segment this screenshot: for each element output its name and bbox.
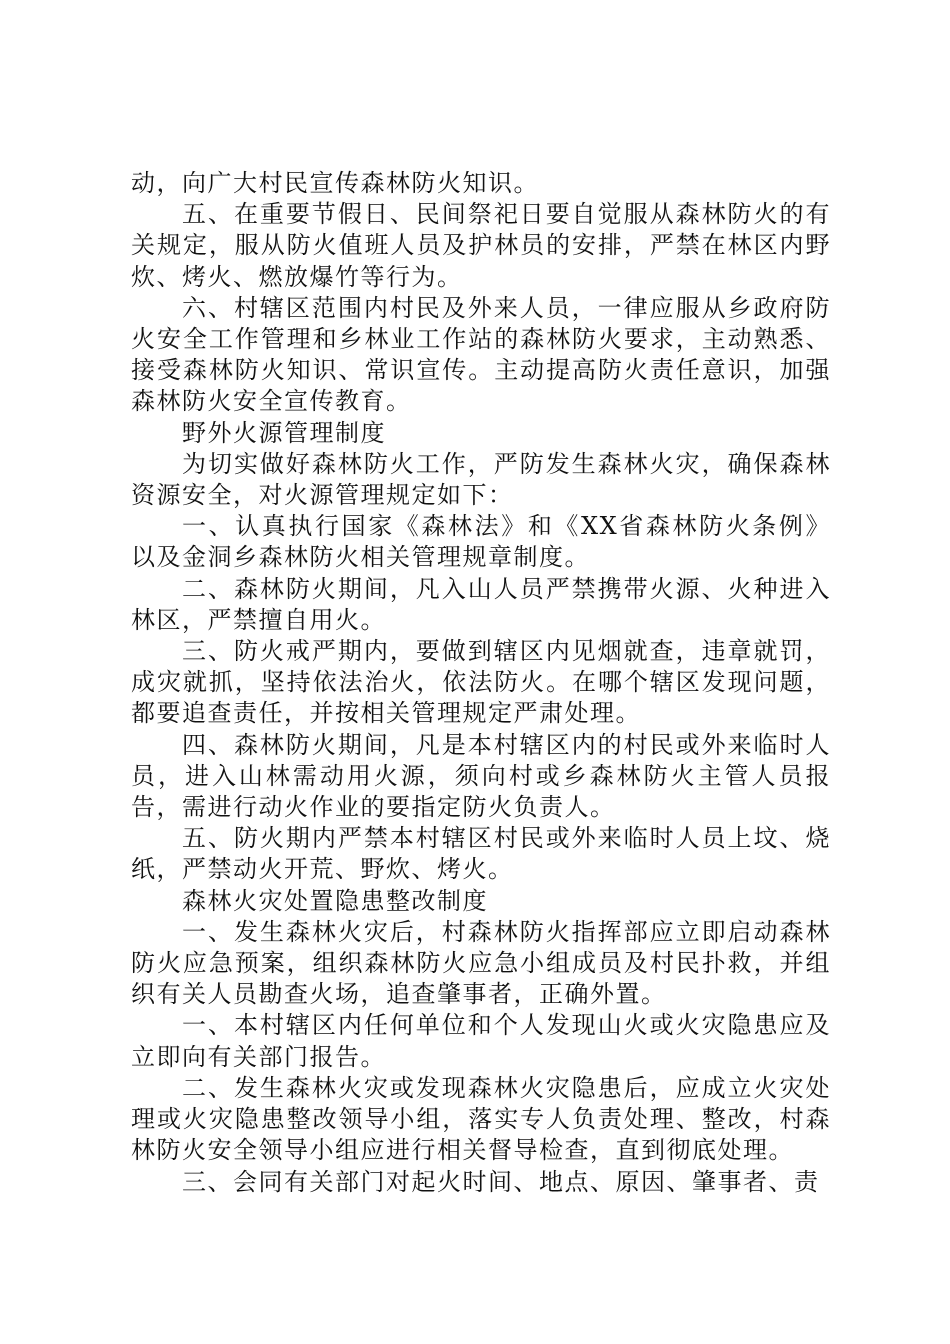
paragraph-fs-rule-4: 四、森林防火期间，凡是本村辖区内的村民或外来临时人员，进入山林需动用火源，须向村或乡森林防火主管人员报告，需进行动火作业的要指定防火负责人。 bbox=[131, 730, 831, 822]
paragraph-hz-rule-2: 二、发生森林火灾或发现森林火灾隐患后，应成立火灾处理或火灾隐患整改领导小组，落实专人负责处理、整改，村森林防火安全领导小组应进行相关督导检查，直到彻底处理。 bbox=[131, 1073, 831, 1165]
paragraph-fs-rule-2: 二、森林防火期间，凡入山人员严禁携带火源、火种进入林区，严禁擅自用火。 bbox=[131, 574, 831, 634]
paragraph-fs-rule-5: 五、防火期内严禁本村辖区村民或外来临时人员上坟、烧纸，严禁动火开荒、野炊、烤火。 bbox=[131, 824, 831, 884]
paragraph-fs-rule-3: 三、防火戒严期内，要做到辖区内见烟就查，违章就罚，成灾就抓，坚持依法治火，依法防火。在哪个辖区发现问题，都要追查责任，并按相关管理规定严肃处理。 bbox=[131, 637, 831, 728]
section-heading-fire-source: 野外火源管理制度 bbox=[182, 418, 386, 447]
paragraph-continuation: 动，向广大村民宣传森林防火知识。 bbox=[131, 169, 539, 197]
paragraph-hz-rule-1a: 一、发生森林火灾后，村森林防火指挥部应立即启动森林防火应急预案，组织森林防火应急小组成员及村民扑救，并组织有关人员勘查火场，追查肇事者，正确外置。 bbox=[131, 917, 831, 1009]
paragraph-rule-5: 五、在重要节假日、民间祭祀日要自觉服从森林防火的有关规定，服从防火值班人员及护林员的安排，严禁在林区内野炊、烤火、燃放爆竹等行为。 bbox=[131, 200, 831, 291]
document-page bbox=[131, 168, 831, 1198]
paragraph-hz-rule-3: 三、会同有关部门对起火时间、地点、原因、肇事者、责 bbox=[182, 1167, 820, 1196]
paragraph-rule-6: 六、村辖区范围内村民及外来人员，一律应服从乡政府防火安全工作管理和乡林业工作站的森林防火要求，主动熟悉、接受森林防火知识、常识宣传。主动提高防火责任意识，加强森林防火安全宣传教育。 bbox=[131, 293, 831, 416]
paragraph-intro: 为切实做好森林防火工作，严防发生森林火灾，确保森林资源安全，对火源管理规定如下： bbox=[131, 449, 831, 510]
section-heading-hazard: 森林火灾处置隐患整改制度 bbox=[182, 886, 488, 915]
paragraph-fs-rule-1: 一、认真执行国家《森林法》和《XX省森林防火条例》以及金洞乡森林防火相关管理规章制度。 bbox=[131, 512, 831, 572]
paragraph-hz-rule-1b: 一、本村辖区内任何单位和个人发现山火或火灾隐患应及立即向有关部门报告。 bbox=[131, 1011, 831, 1071]
